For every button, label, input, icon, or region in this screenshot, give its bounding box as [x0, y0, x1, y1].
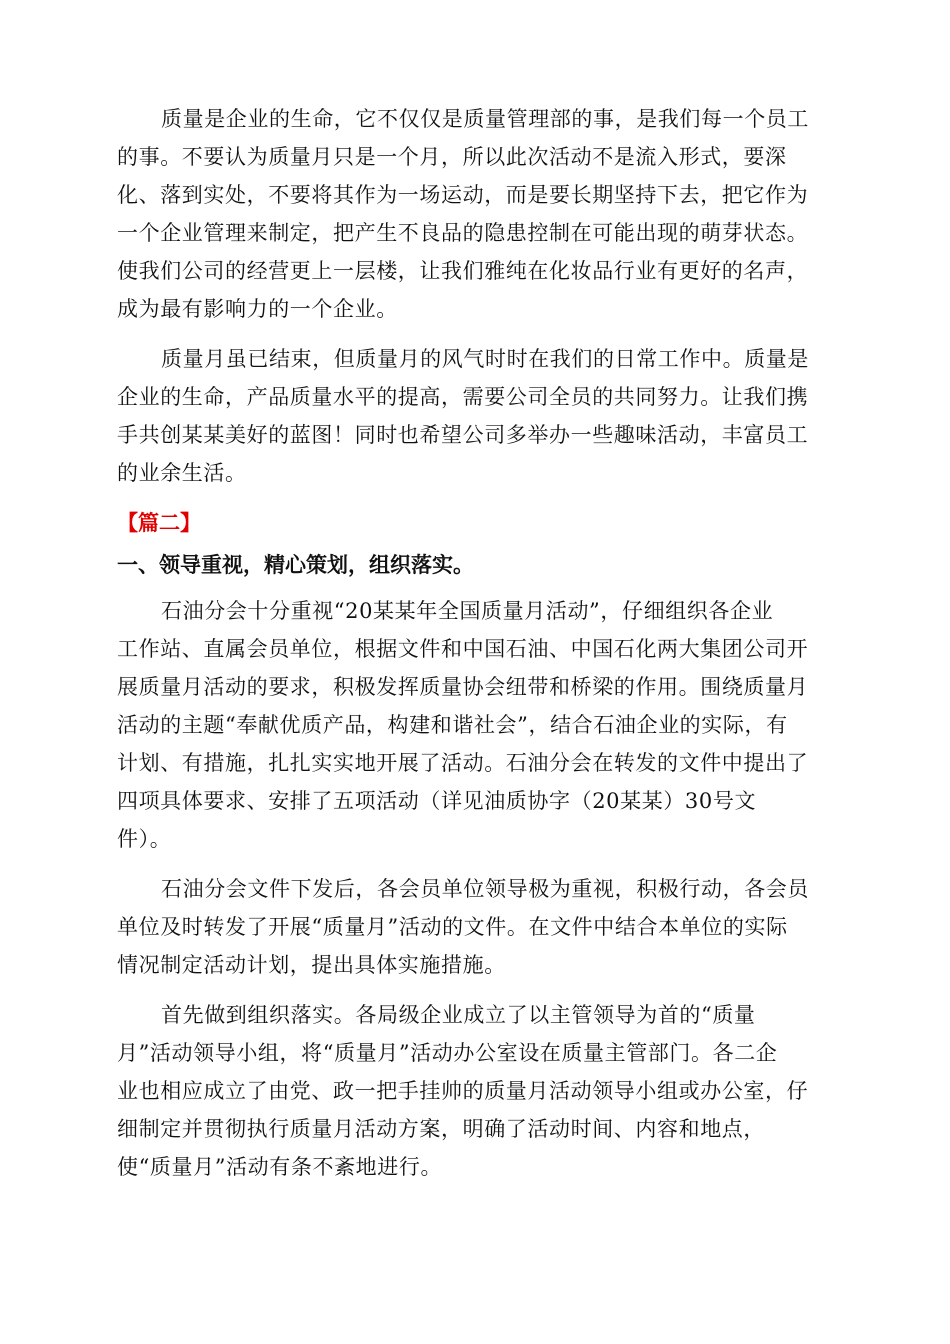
section-heading: 一、领导重视，精心策划，组织落实。	[117, 553, 474, 577]
paragraph-3	[117, 592, 834, 858]
text-line: 石油分会十分重视“20某某年全国质量月活动”，仔细组织各企业	[161, 599, 774, 623]
text-line: 月”活动领导小组，将“质量月”活动办公室设在质量主管部门。各二企	[117, 1041, 778, 1065]
text-line: 质量月虽已结束，但质量月的风气时时在我们的日常工作中。质量是	[161, 347, 809, 371]
text-line: 工作站、直属会员单位，根据文件和中国石油、中国石化两大集团公司开	[117, 637, 809, 661]
text-line: 业也相应成立了由党、政一把手挂帅的质量月活动领导小组或办公室，仔	[117, 1079, 809, 1103]
text-line: 细制定并贯彻执行质量月活动方案，明确了活动时间、内容和地点，	[117, 1117, 765, 1141]
text-line: 件）。	[117, 827, 172, 851]
text-line: 石油分会文件下发后，各会员单位领导极为重视，积极行动，各会员	[161, 877, 809, 901]
paragraph-5	[117, 996, 834, 1186]
text-line: 计划、有措施，扎扎实实地开展了活动。石油分会在转发的文件中提出了	[117, 751, 809, 775]
text-line: 活动的主题“奉献优质产品，构建和谐社会”，结合石油企业的实际，有	[117, 713, 788, 737]
document-page	[117, 100, 834, 1186]
paragraph-4	[117, 870, 834, 984]
text-line: 展质量月活动的要求，积极发挥质量协会纽带和桥梁的作用。围绕质量月	[117, 675, 809, 699]
text-line: 一个企业管理来制定，把产生不良品的隐患控制在可能出现的萌芽状态。	[117, 221, 809, 245]
text-line: 质量是企业的生命，它不仅仅是质量管理部的事，是我们每一个员工	[161, 107, 809, 131]
text-line: 使我们公司的经营更上一层楼，让我们雅纯在化妆品行业有更好的名声，	[117, 259, 809, 283]
text-line: 使“质量月”活动有条不紊地进行。	[117, 1155, 443, 1179]
paragraph-1	[117, 100, 834, 328]
text-line: 情况制定活动计划，提出具体实施措施。	[117, 953, 506, 977]
text-line: 的业余生活。	[117, 461, 247, 485]
text-line: 成为最有影响力的一个企业。	[117, 297, 398, 321]
text-line: 手共创某某美好的蓝图！同时也希望公司多举办一些趣味活动，丰富员工	[117, 423, 809, 447]
text-line: 企业的生命，产品质量水平的提高，需要公司全员的共同努力。让我们携	[117, 385, 809, 409]
section-title: 【篇二】	[117, 511, 201, 535]
text-line: 四项具体要求、安排了五项活动（详见油质协字（20某某）30号文	[117, 789, 757, 813]
paragraph-2	[117, 340, 834, 492]
text-line: 首先做到组织落实。各局级企业成立了以主管领导为首的“质量	[161, 1003, 756, 1027]
text-line: 的事。不要认为质量月只是一个月，所以此次活动不是流入形式，要深	[117, 145, 787, 169]
text-line: 单位及时转发了开展“质量月”活动的文件。在文件中结合本单位的实际	[117, 915, 788, 939]
text-line: 化、落到实处，不要将其作为一场运动，而是要长期坚持下去，把它作为	[117, 183, 809, 207]
